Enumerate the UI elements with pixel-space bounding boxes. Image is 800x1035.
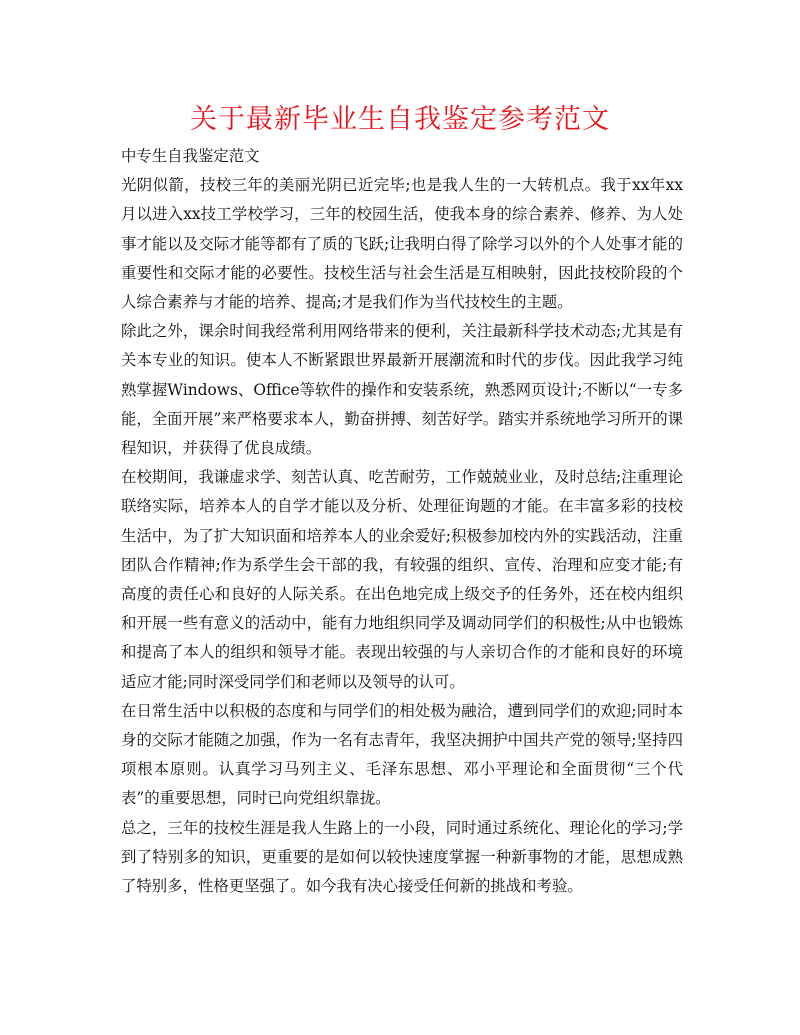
document-subtitle: 中专生自我鉴定范文: [121, 147, 260, 165]
document-body: [121, 142, 683, 901]
document-title: 关于最新毕业生自我鉴定参考范文: [190, 104, 610, 135]
paragraph: 在校期间，我谦虚求学、刻苦认真、吃苦耐劳，工作兢兢业业，及时总结;注重理论联络实际，培养本人的自学才能以及分析、处理征询题的才能。在丰富多彩的技校生活中，为了扩大知识面和培养本人的业余爱好;积极参加校内外的实践活动，注重团队合作精神;作为系学生会干部的我，有较强的组织、宣传、治理和应变才能;有高度的责任心和良好的人际关系。在出色地完成上级交予的任务外，还在校内组织和开展一些有意义的活动中，能有力地组织同学及调动同学们的积极性;从中也锻炼和提高了本人的组织和领导才能。表现出较强的与人亲切合作的才能和良好的环境适应才能;同时深受同学们和老师以及领导的认可。: [121, 468, 683, 691]
paragraph: 光阴似箭，技校三年的美丽光阴已近完毕;也是我人生的一大转机点。我于xx年xx月以进入xx技工学校学习，三年的校园生活，使我本身的综合素养、修养、为人处事才能以及交际才能等都有了质的飞跃;让我明白得了除学习以外的个人处事才能的重要性和交际才能的必要性。技校生活与社会生活是互相映射，因此技校阶段的个人综合素养与才能的培养、提高;才是我们作为当代技校生的主题。: [121, 176, 683, 312]
paragraph: 除此之外，课余时间我经常利用网络带来的便利，关注最新科学技术动态;尤其是有关本专业的知识。使本人不断紧跟世界最新开展潮流和时代的步伐。因此我学习纯熟掌握Windows、Office等软件的操作和安装系统，熟悉网页设计;不断以“一专多能，全面开展”来严格要求本人，勤奋拼搏、刻苦好学。踏实并系统地学习所开的课程知识，并获得了优良成绩。: [121, 322, 683, 458]
paragraph: 总之，三年的技校生涯是我人生路上的一小段，同时通过系统化、理论化的学习;学到了特别多的知识，更重要的是如何以较快速度掌握一种新事物的才能，思想成熟了特别多，性格更坚强了。如今我有决心接受任何新的挑战和考验。: [121, 818, 683, 896]
paragraph: 在日常生活中以积极的态度和与同学们的相处极为融洽，遭到同学们的欢迎;同时本身的交际才能随之加强，作为一名有志青年，我坚决拥护中国共产党的领导;坚持四项根本原则。认真学习马列主义、毛泽东思想、邓小平理论和全面贯彻“三个代表”的重要思想，同时已向党组织靠拢。: [121, 701, 683, 808]
